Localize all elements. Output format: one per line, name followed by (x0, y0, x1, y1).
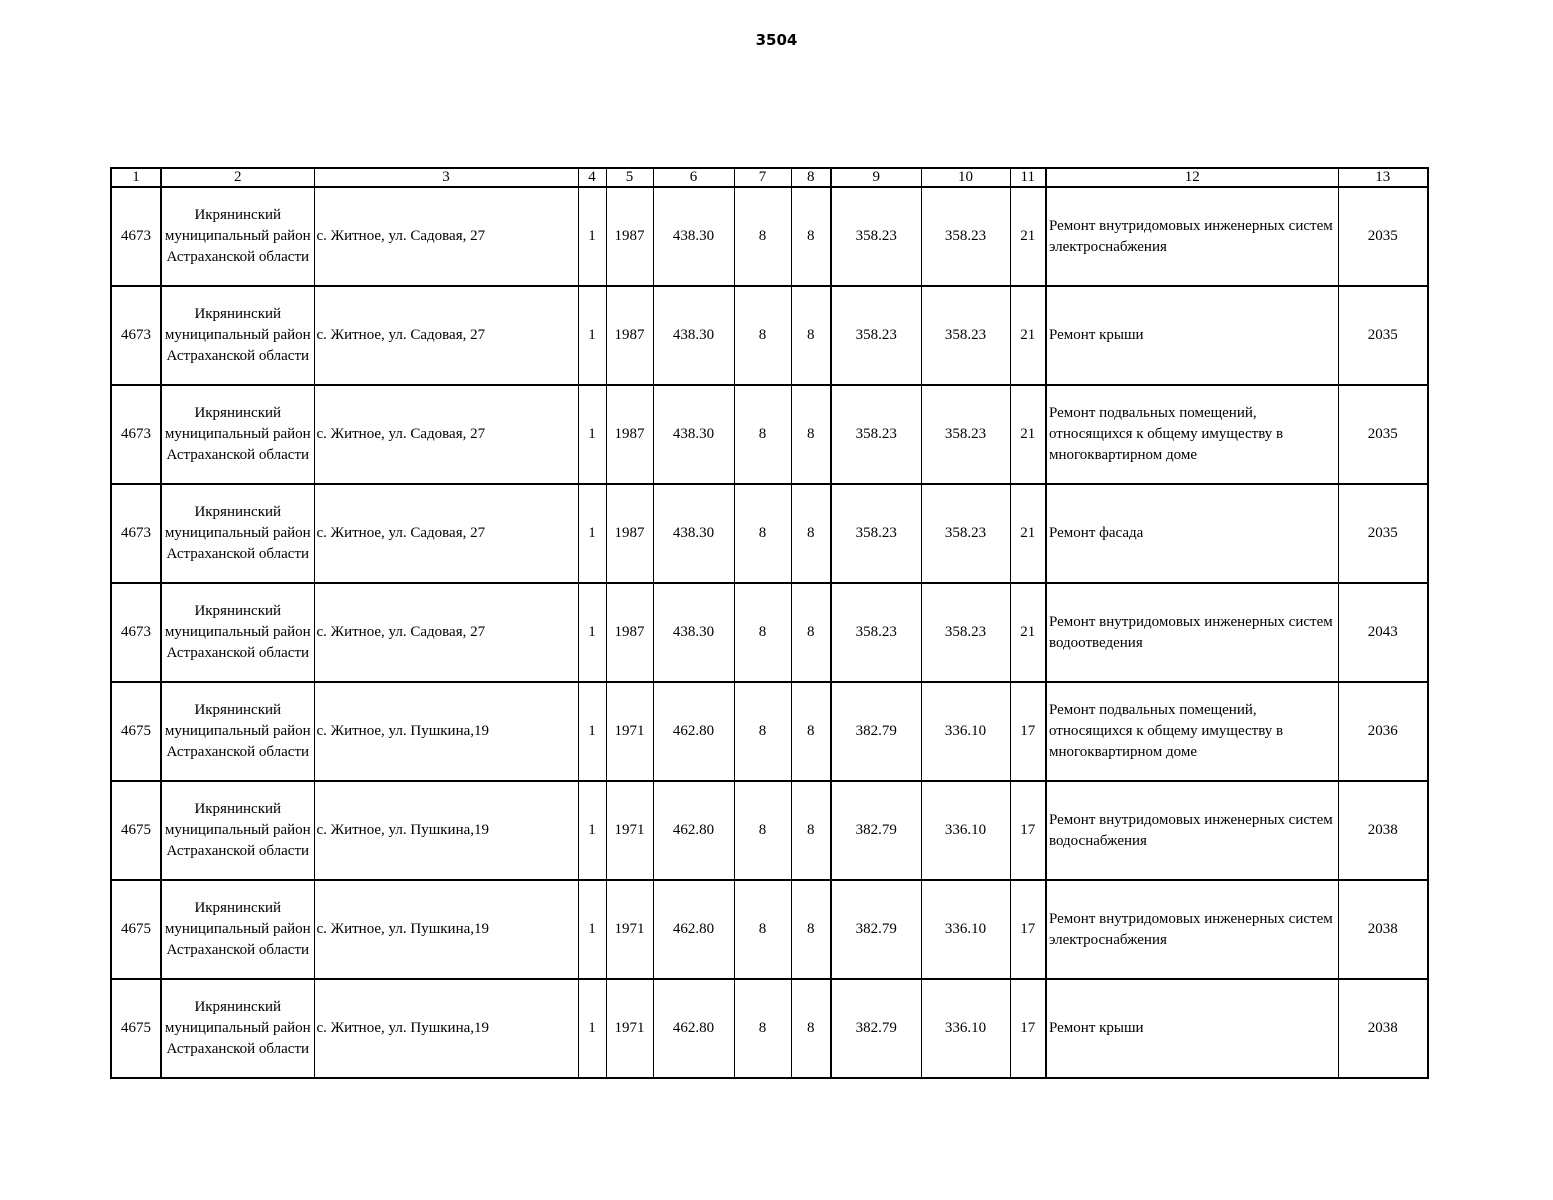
cell-id: 4673 (111, 484, 161, 583)
column-header-12: 12 (1046, 168, 1338, 187)
cell-col10: 358.23 (921, 286, 1010, 385)
cell-col11: 21 (1010, 187, 1046, 286)
cell-col11: 21 (1010, 484, 1046, 583)
cell-municipality: Икрянинский муниципальный район Астраханской области (161, 781, 314, 880)
cell-col7: 8 (734, 484, 791, 583)
column-header-13: 13 (1338, 168, 1428, 187)
cell-id: 4673 (111, 286, 161, 385)
cell-work-type: Ремонт внутридомовых инженерных систем водоотведения (1046, 583, 1338, 682)
cell-area: 438.30 (653, 385, 734, 484)
cell-col4: 1 (578, 484, 606, 583)
cell-year: 1971 (606, 880, 653, 979)
cell-col11: 17 (1010, 880, 1046, 979)
column-header-3: 3 (314, 168, 578, 187)
cell-id: 4673 (111, 583, 161, 682)
table-row (111, 979, 1428, 1078)
cell-col8: 8 (791, 187, 831, 286)
cell-year: 1987 (606, 187, 653, 286)
cell-col9: 358.23 (831, 385, 921, 484)
cell-col9: 358.23 (831, 484, 921, 583)
cell-area: 438.30 (653, 286, 734, 385)
cell-plan-year: 2038 (1338, 781, 1428, 880)
cell-id: 4675 (111, 781, 161, 880)
cell-municipality: Икрянинский муниципальный район Астраханской области (161, 187, 314, 286)
cell-col4: 1 (578, 781, 606, 880)
table-row (111, 187, 1428, 286)
cell-address: с. Житное, ул. Пушкина,19 (314, 880, 578, 979)
register-table (110, 167, 1429, 1079)
cell-col4: 1 (578, 880, 606, 979)
cell-col10: 358.23 (921, 385, 1010, 484)
cell-col10: 336.10 (921, 781, 1010, 880)
cell-col7: 8 (734, 583, 791, 682)
column-header-10: 10 (921, 168, 1010, 187)
cell-year: 1971 (606, 781, 653, 880)
cell-id: 4675 (111, 880, 161, 979)
cell-plan-year: 2038 (1338, 880, 1428, 979)
cell-municipality: Икрянинский муниципальный район Астраханской области (161, 484, 314, 583)
cell-address: с. Житное, ул. Садовая, 27 (314, 484, 578, 583)
cell-id: 4675 (111, 979, 161, 1078)
cell-year: 1987 (606, 385, 653, 484)
cell-area: 462.80 (653, 682, 734, 781)
cell-col9: 382.79 (831, 682, 921, 781)
cell-plan-year: 2035 (1338, 484, 1428, 583)
table-row (111, 385, 1428, 484)
cell-work-type: Ремонт подвальных помещений, относящихся к общему имуществу в многоквартирном доме (1046, 385, 1338, 484)
cell-col4: 1 (578, 385, 606, 484)
cell-col9: 358.23 (831, 583, 921, 682)
cell-year: 1971 (606, 979, 653, 1078)
cell-year: 1987 (606, 286, 653, 385)
cell-col8: 8 (791, 484, 831, 583)
cell-col8: 8 (791, 682, 831, 781)
column-header-1: 1 (111, 168, 161, 187)
cell-col4: 1 (578, 286, 606, 385)
cell-plan-year: 2035 (1338, 187, 1428, 286)
cell-id: 4673 (111, 385, 161, 484)
column-header-6: 6 (653, 168, 734, 187)
table-row (111, 484, 1428, 583)
cell-col10: 336.10 (921, 979, 1010, 1078)
cell-col8: 8 (791, 583, 831, 682)
cell-col8: 8 (791, 979, 831, 1078)
cell-col4: 1 (578, 682, 606, 781)
cell-col9: 382.79 (831, 781, 921, 880)
cell-work-type: Ремонт внутридомовых инженерных систем водоснабжения (1046, 781, 1338, 880)
column-header-11: 11 (1010, 168, 1046, 187)
cell-col9: 382.79 (831, 880, 921, 979)
cell-year: 1971 (606, 682, 653, 781)
cell-col7: 8 (734, 286, 791, 385)
table-row (111, 286, 1428, 385)
cell-col11: 17 (1010, 781, 1046, 880)
cell-municipality: Икрянинский муниципальный район Астраханской области (161, 286, 314, 385)
cell-col11: 21 (1010, 583, 1046, 682)
page-number: 3504 (755, 31, 798, 49)
cell-work-type: Ремонт внутридомовых инженерных систем электроснабжения (1046, 880, 1338, 979)
cell-municipality: Икрянинский муниципальный район Астраханской области (161, 880, 314, 979)
cell-plan-year: 2035 (1338, 286, 1428, 385)
header-row (111, 168, 1428, 187)
cell-col10: 336.10 (921, 880, 1010, 979)
cell-year: 1987 (606, 484, 653, 583)
cell-col10: 336.10 (921, 682, 1010, 781)
cell-address: с. Житное, ул. Садовая, 27 (314, 187, 578, 286)
cell-work-type: Ремонт фасада (1046, 484, 1338, 583)
cell-col7: 8 (734, 385, 791, 484)
cell-col4: 1 (578, 187, 606, 286)
cell-col8: 8 (791, 385, 831, 484)
cell-area: 462.80 (653, 781, 734, 880)
cell-col7: 8 (734, 979, 791, 1078)
cell-id: 4675 (111, 682, 161, 781)
cell-col11: 21 (1010, 286, 1046, 385)
cell-address: с. Житное, ул. Пушкина,19 (314, 979, 578, 1078)
column-header-9: 9 (831, 168, 921, 187)
cell-municipality: Икрянинский муниципальный район Астраханской области (161, 583, 314, 682)
table-row (111, 682, 1428, 781)
cell-id: 4673 (111, 187, 161, 286)
register-body (111, 187, 1428, 1078)
cell-address: с. Житное, ул. Пушкина,19 (314, 781, 578, 880)
cell-year: 1987 (606, 583, 653, 682)
cell-work-type: Ремонт крыши (1046, 286, 1338, 385)
cell-work-type: Ремонт подвальных помещений, относящихся к общему имуществу в многоквартирном доме (1046, 682, 1338, 781)
column-header-7: 7 (734, 168, 791, 187)
cell-col8: 8 (791, 880, 831, 979)
cell-col11: 17 (1010, 979, 1046, 1078)
cell-col9: 382.79 (831, 979, 921, 1078)
cell-work-type: Ремонт внутридомовых инженерных систем электроснабжения (1046, 187, 1338, 286)
cell-area: 462.80 (653, 880, 734, 979)
table-row (111, 880, 1428, 979)
cell-address: с. Житное, ул. Пушкина,19 (314, 682, 578, 781)
cell-area: 438.30 (653, 484, 734, 583)
cell-col8: 8 (791, 781, 831, 880)
cell-col4: 1 (578, 979, 606, 1078)
cell-col9: 358.23 (831, 286, 921, 385)
column-header-4: 4 (578, 168, 606, 187)
cell-col11: 21 (1010, 385, 1046, 484)
table-row (111, 781, 1428, 880)
cell-municipality: Икрянинский муниципальный район Астраханской области (161, 385, 314, 484)
cell-area: 462.80 (653, 979, 734, 1078)
cell-work-type: Ремонт крыши (1046, 979, 1338, 1078)
cell-col10: 358.23 (921, 583, 1010, 682)
cell-area: 438.30 (653, 187, 734, 286)
cell-plan-year: 2038 (1338, 979, 1428, 1078)
cell-address: с. Житное, ул. Садовая, 27 (314, 286, 578, 385)
cell-col10: 358.23 (921, 484, 1010, 583)
column-header-8: 8 (791, 168, 831, 187)
cell-col7: 8 (734, 682, 791, 781)
cell-municipality: Икрянинский муниципальный район Астраханской области (161, 682, 314, 781)
cell-col7: 8 (734, 187, 791, 286)
cell-plan-year: 2036 (1338, 682, 1428, 781)
cell-col10: 358.23 (921, 187, 1010, 286)
cell-address: с. Житное, ул. Садовая, 27 (314, 583, 578, 682)
cell-municipality: Икрянинский муниципальный район Астраханской области (161, 979, 314, 1078)
cell-col7: 8 (734, 880, 791, 979)
cell-area: 438.30 (653, 583, 734, 682)
column-header-5: 5 (606, 168, 653, 187)
cell-plan-year: 2035 (1338, 385, 1428, 484)
cell-col7: 8 (734, 781, 791, 880)
cell-plan-year: 2043 (1338, 583, 1428, 682)
cell-col4: 1 (578, 583, 606, 682)
table-row (111, 583, 1428, 682)
cell-address: с. Житное, ул. Садовая, 27 (314, 385, 578, 484)
cell-col8: 8 (791, 286, 831, 385)
cell-col11: 17 (1010, 682, 1046, 781)
column-header-2: 2 (161, 168, 314, 187)
cell-col9: 358.23 (831, 187, 921, 286)
